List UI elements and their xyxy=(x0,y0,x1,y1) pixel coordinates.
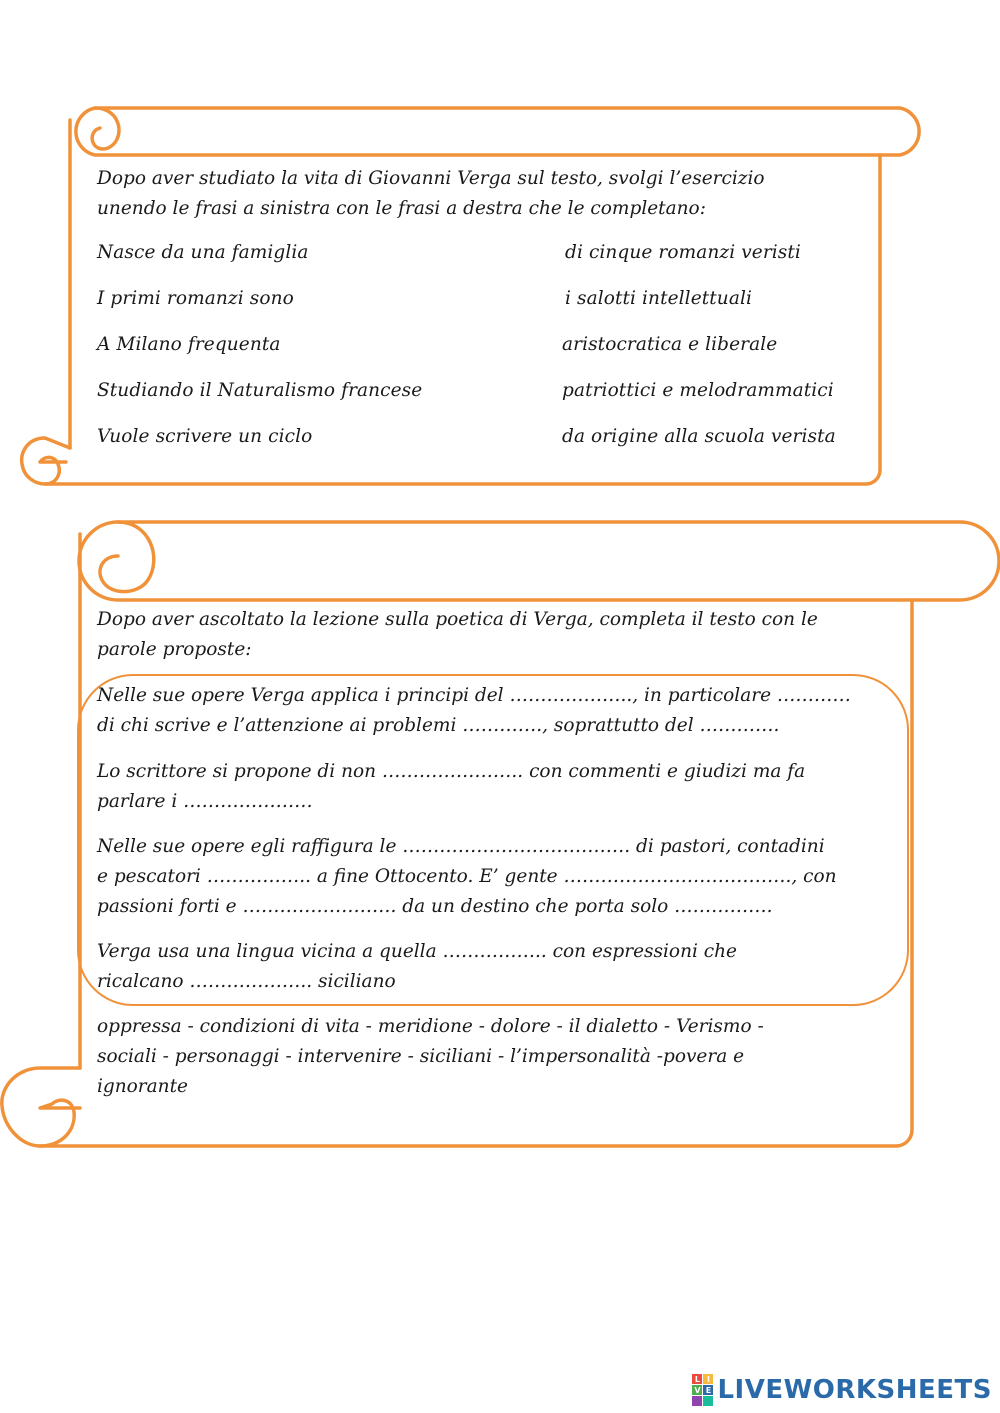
scroll-1-top-curl xyxy=(92,108,119,149)
word-bank-line: oppressa - condizioni di vita - meridione - dolore - il dialetto - Verismo - xyxy=(97,1016,764,1037)
right-phrase[interactable]: aristocratica e liberale xyxy=(562,334,778,355)
cloze-line: e pescatori …………….. a fine Ottocento. E’ gente ………………………………., con xyxy=(97,866,837,887)
cloze-line: Nelle sue opere Verga applica i principi del ……………….., in particolare ………… xyxy=(97,685,851,706)
scroll-1-top-roll xyxy=(76,108,919,155)
instruction-line: parole proposte: xyxy=(97,639,252,660)
liveworksheets-logo xyxy=(692,1373,992,1407)
cloze-line: ricalcano ……………….. siciliano xyxy=(97,971,396,992)
cloze-paragraph xyxy=(97,937,737,997)
cloze-line: parlare i ………………… xyxy=(97,791,313,812)
cloze-line: Verga usa una lingua vicina a quella …………….. con espressioni che xyxy=(97,941,738,962)
cloze-line: Nelle sue opere egli raffigura le ………………………………. di pastori, contadini xyxy=(97,836,825,857)
left-phrase[interactable]: Vuole scrivere un ciclo xyxy=(97,426,313,447)
scroll-2-top-roll xyxy=(79,522,999,600)
cloze-line: Lo scrittore si propone di non ………………….. con commenti e giudizi ma fa xyxy=(97,761,806,782)
cloze-paragraph xyxy=(97,757,805,817)
right-phrase[interactable]: patriottici e melodrammatici xyxy=(562,380,834,401)
instruction-line: Dopo aver ascoltato la lezione sulla poetica di Verga, completa il testo con le xyxy=(97,609,818,630)
right-phrase[interactable]: di cinque romanzi veristi xyxy=(565,242,801,263)
word-bank-line: ignorante xyxy=(97,1076,188,1097)
logo-text: LIVEWORKSHEETS xyxy=(717,1375,992,1405)
scroll-1-bottom-curl xyxy=(22,438,70,484)
word-bank xyxy=(97,1012,764,1102)
logo-mark-icon: L I V E xyxy=(692,1374,713,1406)
cloze-line: di chi scrive e l’attenzione ai problemi …………., soprattutto del …………. xyxy=(97,715,780,736)
scroll-2-top-curl xyxy=(100,522,154,592)
right-phrase[interactable]: da origine alla scuola verista xyxy=(562,426,836,447)
left-phrase[interactable]: Nasce da una famiglia xyxy=(97,242,309,263)
cloze-paragraph xyxy=(97,681,851,741)
instruction-line: Dopo aver studiato la vita di Giovanni Verga sul testo, svolgi l’esercizio xyxy=(97,168,765,189)
word-bank-line: sociali - personaggi - intervenire - siciliani - l’impersonalità -povera e xyxy=(97,1046,745,1067)
cloze-line: passioni forti e ……………………. da un destino che porta solo ……………. xyxy=(97,896,773,917)
scroll-2-bottom-curl xyxy=(2,1068,80,1146)
exercise1-instructions xyxy=(97,164,765,224)
left-phrase[interactable]: Studiando il Naturalismo francese xyxy=(97,380,423,401)
instruction-line: unendo le frasi a sinistra con le frasi a destra che le completano: xyxy=(97,198,706,219)
cloze-paragraph xyxy=(97,832,837,922)
left-phrase[interactable]: A Milano frequenta xyxy=(97,334,281,355)
left-phrase[interactable]: I primi romanzi sono xyxy=(97,288,294,309)
exercise2-instructions xyxy=(97,605,818,665)
right-phrase[interactable]: i salotti intellettuali xyxy=(565,288,752,309)
